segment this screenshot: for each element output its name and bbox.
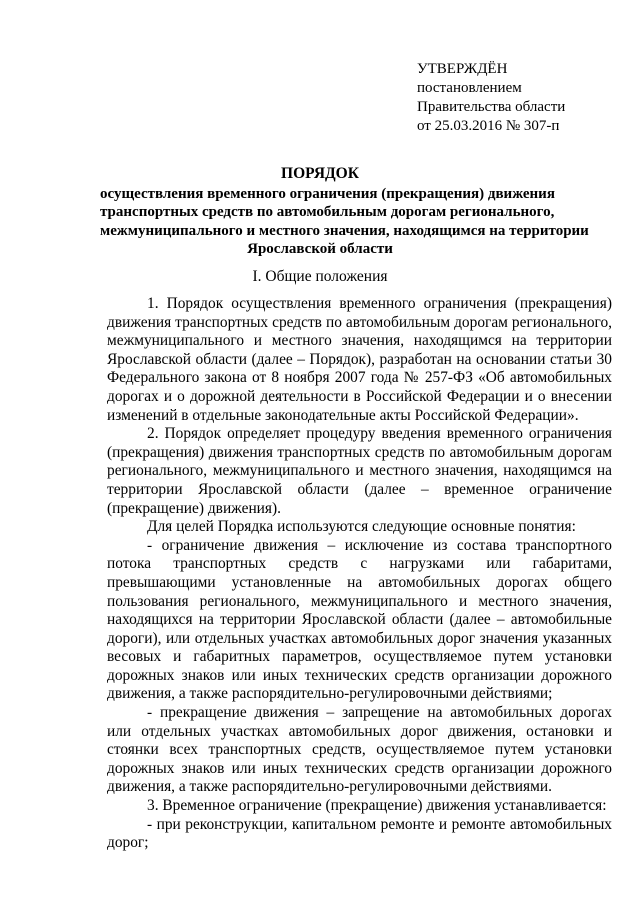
approval-line-date: от 25.03.2016 № 307-п xyxy=(417,118,560,134)
approval-stamp xyxy=(417,60,617,136)
document-title xyxy=(100,165,589,259)
title-line-1: осуществления временного ограничения (прекращения) движения xyxy=(100,185,555,202)
paragraph-3: 3. Временное ограничение (прекращение) движения устанавливается: xyxy=(147,797,607,815)
paragraph-3-item-1: - при реконструкции, капитальном ремонте и ремонте автомобильных дорог; xyxy=(107,815,612,852)
paragraph-1: 1. Порядок осуществления временного ограничения (прекращения) движения транспортных средств по автомобильным дорогам регионального, межмуниципального и местного значения, находящимся на территории Ярославской области (далее – Порядок), разработан на основании статьи 30 Федерального закона от 8 ноября 2007 года № 257-ФЗ «Об автомобильных дорогах и о дорожной деятельности в Российской Федерации и о внесении изменений в отдельные законодательные акты Российской Федерации». xyxy=(107,295,612,424)
paragraph-definition-termination: - прекращение движения – запрещение на автомобильных дорогах или отдельных участках автомобильных дорог движения, остановки и стоянки всех транспортных средств, осуществляемое путем установки дорожных знаков или иных технических средств организации дорожного движения, а также распорядительно-регулировочными действиями. xyxy=(107,704,612,796)
section-heading: I. Общие положения xyxy=(252,268,388,285)
title-main: ПОРЯДОК xyxy=(281,165,359,182)
approval-heading: УТВЕРЖДЁН xyxy=(417,61,508,77)
paragraph-definitions-intro: Для целей Порядка используются следующие основные понятия: xyxy=(147,518,576,536)
paragraph-2: 2. Порядок определяет процедуру введения временного ограничения (прекращения) движения транспортных средств по автомобильным дорогам регионального, межмуниципального и местного значения, находящимся на территории Ярославской области (далее – временное ограничение (прекращение) движения). xyxy=(107,425,612,517)
document-body xyxy=(107,295,612,853)
paragraph-definition-restriction: - ограничение движения – исключение из состава транспортного потока транспортных средств с нагрузками или габаритами, превышающими установленные на автомобильных дорогах общего пользования регионального, межмуниципального и местного значения, находящихся на территории Ярославской области (далее – автомобильные дороги), или отдельных участках автомобильных дорог значения указанных весовых и габаритных параметров, осуществляемое путем установки дорожных знаков или иных технических средств организации дорожного движения, а также распорядительно-регулировочными действиями; xyxy=(107,536,612,703)
approval-line-government: Правительства области xyxy=(417,99,566,115)
approval-line-resolution: постановлением xyxy=(417,80,522,96)
title-line-4: Ярославской области xyxy=(247,241,393,257)
title-line-2: транспортных средств по автомобильным дорогам регионального, xyxy=(100,204,555,220)
title-line-3: межмуниципального и местного значения, находящимся на территории xyxy=(100,222,589,239)
